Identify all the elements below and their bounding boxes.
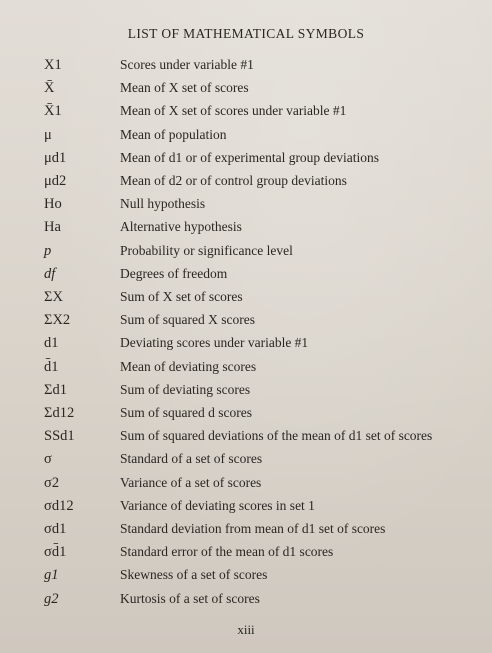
symbol-row [0,218,492,241]
symbol-cell: X̄ [44,80,55,97]
page-heading: LIST OF MATHEMATICAL SYMBOLS [127,26,365,41]
definition-cell: Sum of X set of scores [120,289,243,304]
symbol-cell: p [44,242,52,259]
symbol-row [0,242,492,265]
symbol-row [0,474,492,497]
symbol-row [0,195,492,218]
definition-cell: Sum of squared deviations of the mean of d1 set of scores [120,428,433,444]
symbol-cell: μd2 [44,173,67,189]
symbol-cell: σd12 [44,497,74,514]
symbol-cell: g2 [44,590,59,607]
symbol-cell: Ho [44,196,62,213]
symbol-cell: σd1 [44,521,67,537]
definition-cell: Scores under variable #1 [120,57,254,72]
symbol-row [0,566,492,589]
symbol-cell: μd1 [44,149,67,166]
symbol-row [0,311,492,334]
definition-cell: Standard of a set of scores [120,451,263,467]
definition-cell: Alternative hypothesis [120,219,242,235]
symbol-cell: σ2 [44,474,60,491]
definition-cell: Variance of deviating scores in set 1 [120,497,315,513]
symbol-cell: SSd1 [44,428,75,445]
symbol-row [0,358,492,381]
symbol-row [0,149,492,172]
symbol-cell: d1 [44,335,59,352]
symbol-row [0,497,492,520]
definition-cell: Sum of squared d scores [120,405,252,420]
definition-cell: Mean of population [120,126,227,142]
symbol-row [0,404,492,427]
symbol-cell: df [44,265,56,282]
symbol-row [0,56,492,79]
symbol-row [0,543,492,566]
definition-cell: Mean of X set of scores [120,80,249,96]
symbol-cell: σ [44,451,52,468]
symbol-row [0,381,492,404]
symbol-cell: Ha [44,219,61,236]
symbol-row [0,427,492,450]
symbol-cell: d̄1 [44,358,59,375]
symbol-row [0,334,492,357]
definition-cell: Variance of a set of scores [120,474,262,490]
symbol-cell: μ [44,126,52,143]
symbol-cell: Σd1 [44,381,67,398]
symbol-row [0,102,492,125]
definition-cell: Mean of deviating scores [120,358,257,374]
symbol-cell: g1 [44,567,59,584]
symbol-row [0,590,492,613]
symbol-cell: X̄1 [44,103,62,120]
symbol-cell: ΣX2 [44,312,71,329]
symbol-cell: ΣX [44,289,63,305]
symbol-row [0,172,492,195]
definition-cell: Deviating scores under variable #1 [120,335,309,351]
symbol-cell: Σd12 [44,405,75,421]
definition-cell: Null hypothesis [120,196,206,212]
definition-cell: Standard deviation from mean of d1 set of scores [120,521,386,536]
definition-cell: Probability or significance level [120,242,293,258]
definition-cell: Mean of X set of scores under variable #1 [120,103,347,119]
symbol-cell: σd̄1 [44,544,67,561]
page-number: xiii [237,622,255,637]
symbol-row [0,265,492,288]
definition-cell: Skewness of a set of scores [120,567,268,583]
definition-cell: Degrees of freedom [120,265,228,281]
symbol-cell: X1 [44,57,62,73]
symbol-row [0,520,492,543]
definition-cell: Kurtosis of a set of scores [120,590,260,606]
definition-cell: Standard error of the mean of d1 scores [120,544,334,560]
symbol-row [0,79,492,102]
definition-cell: Mean of d1 or of experimental group deviations [120,149,380,165]
definition-cell: Sum of squared X scores [120,312,255,328]
symbol-row [0,288,492,311]
definition-cell: Sum of deviating scores [120,381,251,397]
symbol-row [0,126,492,149]
symbol-row [0,450,492,473]
definition-cell: Mean of d2 or of control group deviations [120,173,347,188]
